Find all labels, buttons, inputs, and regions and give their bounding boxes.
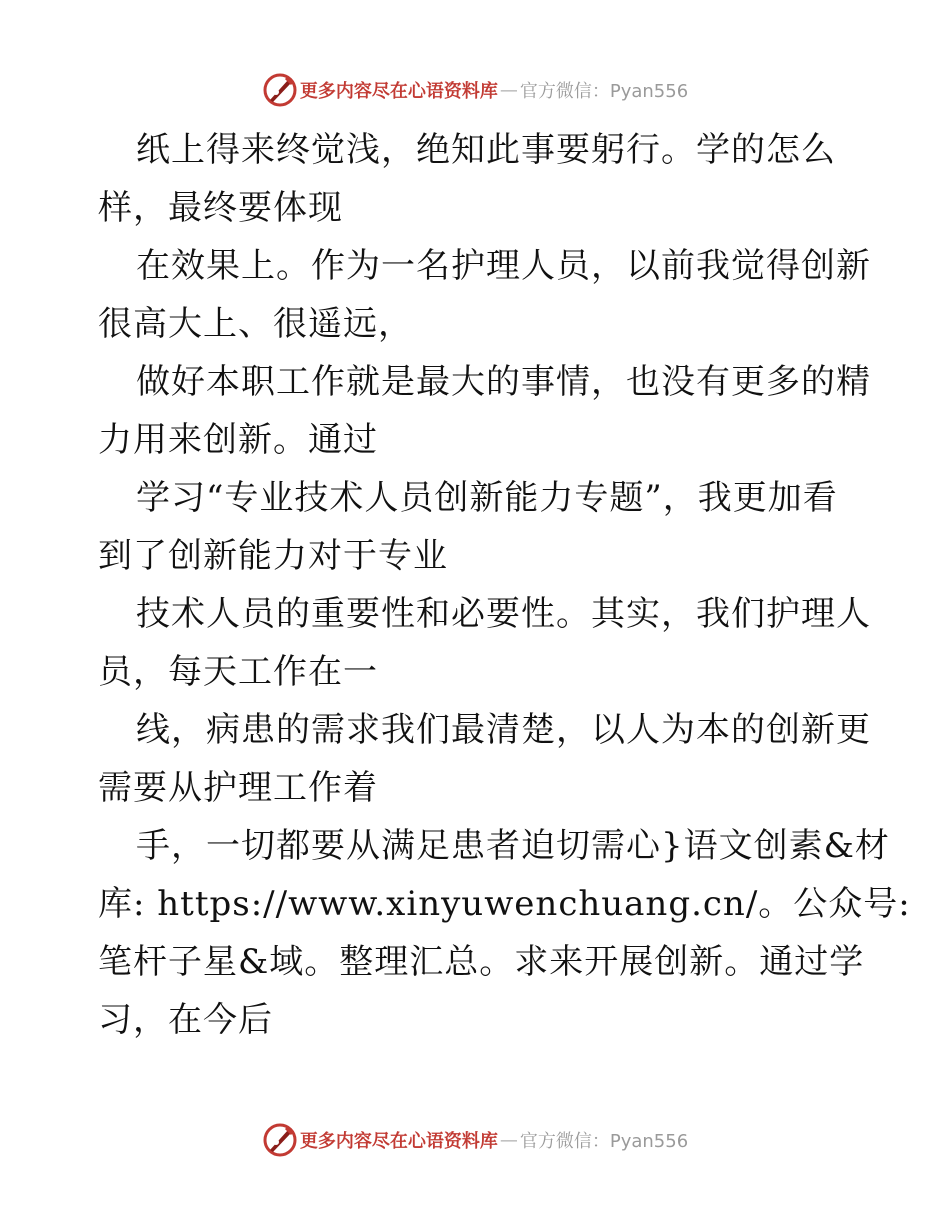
footer-contact-text: 官方微信：Pyan556 <box>519 1131 689 1152</box>
body-line: 笔杆子星&域。整理汇总。求来开展创新。通过学 <box>98 942 865 982</box>
body-line: 纸上得来终觉浅，绝知此事要躬行。学的怎么 <box>136 130 836 170</box>
body-line: 库: https://www.xinyuwenchuang.cn/。公众号: <box>98 884 911 924</box>
body-line: 线，病患的需求我们最清楚，以人为本的创新更 <box>136 710 871 750</box>
body-line: 到了创新能力对于专业 <box>98 536 448 576</box>
brand-logo-icon <box>262 1122 298 1158</box>
body-line: 学习“专业技术人员创新能力专题”，我更加看 <box>136 478 838 518</box>
body-line: 样，最终要体现 <box>98 188 343 228</box>
body-line: 手，一切都要从满足患者迫切需心}语文创素&材 <box>136 826 890 866</box>
header-banner <box>0 70 950 110</box>
brand-logo-icon <box>262 72 298 108</box>
body-line: 做好本职工作就是最大的事情，也没有更多的精 <box>136 362 871 402</box>
document-body <box>98 121 911 1049</box>
footer-dash: — <box>499 1129 518 1151</box>
header-dash: — <box>499 79 518 101</box>
body-line: 技术人员的重要性和必要性。其实，我们护理人 <box>136 594 871 634</box>
header-brand-text: 更多内容尽在心语资料库 <box>299 81 498 102</box>
body-line: 在效果上。作为一名护理人员，以前我觉得创新 <box>136 246 871 286</box>
body-line: 很高大上、很遥远， <box>98 304 413 344</box>
header-contact-text: 官方微信：Pyan556 <box>519 81 689 102</box>
footer-brand-text: 更多内容尽在心语资料库 <box>299 1131 498 1152</box>
body-line: 需要从护理工作着 <box>98 768 378 808</box>
body-line: 员，每天工作在一 <box>98 652 378 692</box>
body-line: 习，在今后 <box>98 1000 273 1040</box>
body-line: 力用来创新。通过 <box>98 420 378 460</box>
footer-banner <box>0 1120 950 1160</box>
